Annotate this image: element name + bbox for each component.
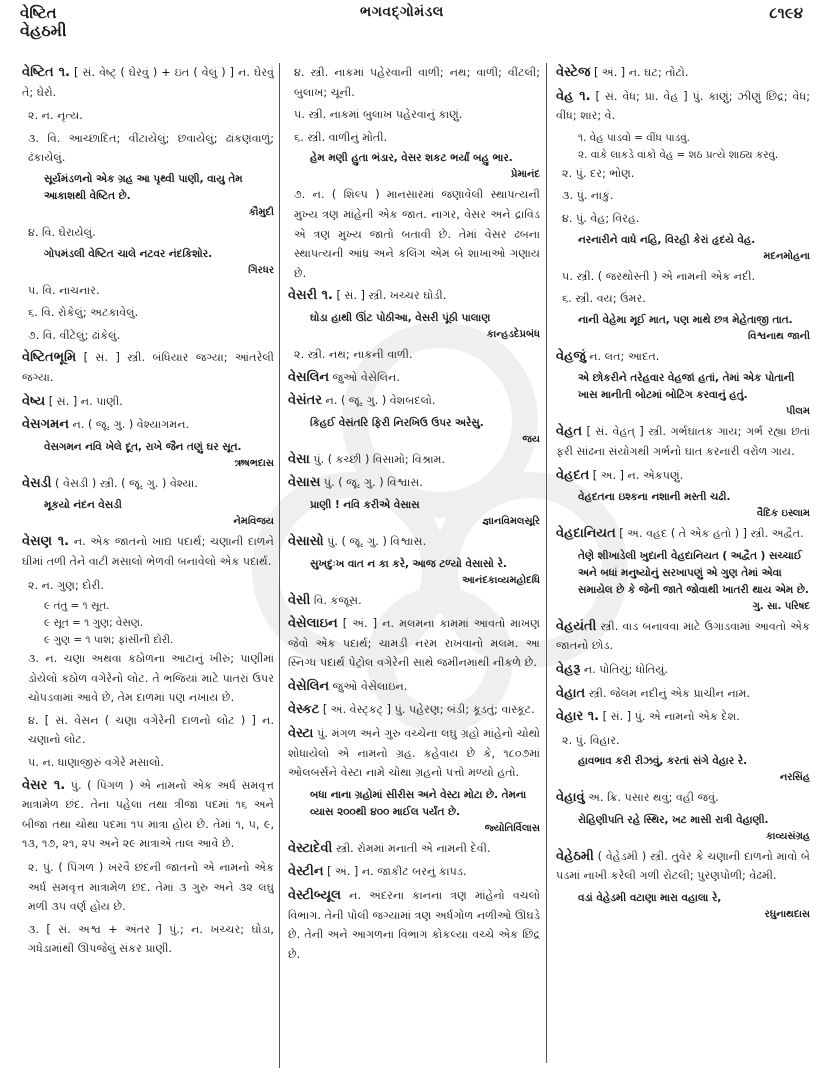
definition: [ સં. ] સ્ત્રી. ખચ્ચર ઘોડી. [336,289,447,303]
headword: વેસેલિન [288,678,330,694]
definition: ન. ( જૂ. ગુ. ) વેશબદલો. [325,394,436,408]
citation-quote: મૂકયો નંદન વેસડી [44,499,122,512]
citation-source: મદનમોહના [763,250,810,262]
dictionary-entry [556,684,810,704]
citation-source: ગિરધર [248,264,274,276]
column-1 [22,63,274,1082]
headword: વેહરૂ [556,661,581,677]
sense-definition: ૬. સ્ત્રી. વાળીનું મોતી. [294,130,388,144]
sense-definition: ૩. ન. ચણા અથવા કઠોળના આટાનું ખીરું; પાણીમાં ડોયેલો કઠોળ વગેરેનો લોટ. તે ભજિયાં માટે પાતરાં ઉપર ચોપડવામાં આવે છે, તેમ દાળમાં પણ નખાય છે. [28,652,274,705]
citation-quote: હેમ મણી હુતા ભંડાર, વેસર શકટ ભર્યાં બહુ ભાર. [310,152,513,165]
dictionary-entry [288,286,540,306]
headword: વેષ્ટિતભૂમિ [22,350,77,366]
definition: [ અં. ] ન. ઘટ; તોટો. [593,66,689,79]
citation-quote: સૂર્યમંડળનો એક ગ્રહ આ પૃથ્વી પાણી, વાયુ તેમ આકાશથી વેષ્ટિત છે. [44,172,243,202]
headword: વેસગમન [22,417,69,433]
citation-source: જ્યોતિર્વિલાસ [484,822,540,834]
sense-definition: ૩. પું. નાકું. [562,189,614,203]
headword: વેસાસો [288,533,324,549]
headword: વેસરી ૧. [288,288,333,304]
sense-definition: ૨. ન. ગુણ; દોરી. [28,578,104,592]
sense-definition: ૪. સ્ત્રી. નાકમાં પહેરવાની વાળી; નથ; વાળી; વીંટલી; બુલાખ; ચૂની. [294,66,540,99]
dictionary-entry [556,63,810,83]
dictionary-entry [288,591,540,611]
sense-definition: ૬. વિ. રોકેલું; અટકાવેલું. [28,306,139,320]
dictionary-entry [556,660,810,680]
citation-source: નરસિંહ [779,772,810,784]
definition: સ્ત્રી. વાડ બનાવવા માટે ઉગાડવામાં આવતો એક જાતનો છોડ. [556,619,810,653]
dictionary-entry [22,392,274,412]
definition: ( વેહેડમી ) સ્ત્રી. તુવેર કે ચણાની દાળનો માવો બે પડમાં નાખી કરેલી ગળી રોટલી; પુરણપોળી; વેઢમી. [556,849,810,883]
definition: પું. ( જૂ. ગુ. ) વિશ્વાસ. [323,476,423,490]
dictionary-entry [288,391,540,411]
headword: વેસ્ટીન [288,864,324,880]
definition: [ અ. ] ન. એકપણું. [592,468,684,482]
definition: પું. ( પિંગળ ) એ નામનો એક અર્ધ સમવૃત્ત માત્રામેળ છંદ. તેના પહેલા તથા ત્રીજા પદમાં ૧૬ અને બીજા તથા ચોથા પદમાં ૧૫ માત્રા હોય છે. તેમાં ૧, ૫, ૯, ૧૩, ૧૭, ૨૧, ૨૫ અને ૨૯ માત્રાએ તાલ આવે છે. [22,778,274,851]
definition: ન. ( જૂ. ગુ. ) વેશ્યાગમન. [72,418,190,432]
sense-definition: ૨. ન. નૃત્ય. [28,109,83,123]
column-2 [288,63,540,1082]
dictionary-entry [22,776,274,854]
headword: વેસ્કટ [288,702,320,718]
headword: વેસંતર [288,393,322,409]
sense-definition: ૨. પું. વિહાર. [562,733,620,747]
headword: વેહદત [556,467,590,483]
sense-definition: ૫. ન. ધાણાજીરું વગેરે મસાલો. [28,756,164,770]
dictionary-entry [556,617,810,656]
headword: વેહાર ૧. [556,709,600,725]
dictionary-entry [556,347,810,367]
sense-definition: ૪. વિ. ઘેરાયેલું. [28,225,96,239]
dictionary-entry [288,700,540,720]
example-line: ૯ ગુણ = ૧ પાશ; ફાંસીની દોરી. [44,634,174,647]
definition: અ. ક્રિ. પસાર થવું; વહી જવું. [588,791,719,805]
citation-quote: તેણે શીખાડેલી ખુદાની વેહદાનિયત ( અદ્વૈત ) સચ્ચાઈ અને બધાં મનુષ્યોનું સરખાપણું એ ગુણ તેમાં એવા સમાયેલ છે કે જેની જાતે જોવાથી ખાતરી થાય એમ છે. [578,549,809,596]
dictionary-entry [288,473,540,493]
definition: [ અં. ] ન. મલમના કામમાં આવતો માખણ જેવો એક પદાર્થ; ચામડી નરમ રાખવાનો મલમ. આ સ્નિગ્ધ પદાર્થ પેટ્રોલ વગેરેની સાથે જમીનમાંથી નીકળે છે. [288,617,540,670]
definition: [ સં. ] સ્ત્રી. બંધિયાર જગ્યા; આંતરેલી જગ્યા. [22,351,274,384]
citation-quote: વેસગમન નવિ ખેલે દૂત, રાખે જૈન તણું ઘર સૂત. [44,440,242,453]
dictionary-entry [22,474,274,494]
headword: વેહત [556,424,582,440]
dictionary-entry [288,724,540,783]
dictionary-entry [288,532,540,552]
dictionary-entry [556,466,810,486]
citation-source: જ્ઞાનવિમલસૂરિ [482,515,540,527]
citation-quote: રોહિણીપતિ રહે સ્થિર, ખટ માસી રાત્રી વેહાણી. [578,813,769,826]
sense-definition: ૩. વિ. આચ્છાદિત; વીંટાયેલું; છવાયેલું; ઢાંકણવાળું; ઢંકાયેલું. [28,131,274,165]
citation-source: કૌમુદી [248,206,274,218]
sense-definition: ૫. સ્ત્રી. નાકમાં બુલાખ પહેરવાનું કાણું. [294,108,463,122]
citation-source: પ્રેમાનંદ [510,169,540,181]
citation-quote: ગોપમંડલી વેષ્ટિત ચાલે નટવર નંદકિશોર. [44,247,213,260]
dictionary-entry [288,614,540,673]
dictionary-entry [22,532,274,571]
definition: જુઓ વેસેલાઇન. [332,679,408,693]
running-title: ભગવદ્ગોમંડલ [360,4,444,20]
headword: વેસી [288,592,311,608]
headword: વેસ્ટેજ [556,65,591,80]
sense-definition: ૩. [ સં. અશ્વ + અંતર ] પું.; ન. ખચ્ચર; ઘોડા, ગધેડામાંથી ઊપજેલું સંકર પ્રાણી. [28,922,274,956]
definition: પું. મંગળ અને ગુરુ વચ્ચેના લઘુ ગ્રહો માંહેનો ચોથો શોધાયેલો એ નામનો ગ્રહ. કહેવાય છે કે, ૧૮૦૭માં ઓલબર્સને વેસ્ટા નામે ચોથા ગ્રહનો પત્તો મળ્યો હતો. [288,727,540,780]
guide-word-first: વેષ્ટિત [20,4,57,22]
dictionary-entry [556,847,810,886]
column-3 [556,63,810,1082]
headword: વેસ્ટા [288,726,314,742]
dictionary-entry [288,677,540,697]
definition: સ્ત્રી. જેલમ નદીનું એક પ્રાચીન નામ. [588,686,751,700]
citation-quote: નાની વેહેમા મૂઈ માત, પણ માથે છત્ર મેહેતાજી તાત. [578,313,793,326]
definition: ન. એક જાતનો ખાદ્ય પદાર્થ; ચણાની દાળને ઘીમાં તળી તેને વાટી મસાલો ભેળવી બનાવેલો એક પદાર્થ. [22,535,274,568]
headword: વેહદાનિયત [556,526,616,542]
citation-source: પીલમ [786,406,810,418]
dictionary-entry [22,415,274,435]
citation-quote: વડાં વેહેડમી વટાણા મારા વહાલા રે, [578,892,722,905]
definition: ( વેસડી ) સ્ત્રી. ( જૂ. ગુ. ) વેશ્યા. [55,476,198,490]
citation-source: વિશ્વનાથ જાની [748,330,810,342]
definition: જુઓ વેસેલિન. [332,370,400,384]
example-line: ૧. વેહ પાડવો = વીંધ પાડવું. [578,131,690,144]
citation-source: રઘુનાથદાસ [764,909,810,921]
column-divider [279,63,280,1068]
definition: ન. પોતિયું; ધોતિયું. [583,662,668,676]
definition: ન. લત; આદત. [589,349,660,363]
citation-quote: બધા નાના ગ્રહોમાં સીરીસ અને વેસ્ટા મોટા છે. તેમના વ્યાસ ૨૦૦થી ૪૦૦ માઈલ પર્યંત છે. [310,788,527,818]
sense-definition: ૬. સ્ત્રી. વય; ઉંમર. [562,292,646,306]
sense-definition: ૨. સ્ત્રી. નથ; નાકની વાળી. [294,347,413,361]
sense-definition: ૫. સ્ત્રી. ( જરથોસ્તી ) એ નામની એક નદી. [562,269,756,283]
headword: વેસણ ૧. [22,534,70,550]
definition: પું. ( જૂ. ગુ. ) વિશ્વાસ. [327,534,427,548]
citation-source: ગુ. સા. પરિષદ [752,600,810,612]
headword: વેહેઠમી [556,848,594,864]
dictionary-entry [288,862,540,882]
sense-definition: ૪. [ સં. વેસન ( ચણા વગેરેની દાળનો લોટ ) ] ન. ચણાનો લોટ. [28,713,274,747]
definition: [ સં. ] ન. પાણી. [48,394,123,408]
citation-source: આનંદકાવ્યમહોદધિ [462,574,540,586]
citation-source: ઋષભદાસ [234,457,274,469]
guide-word-last: વેહઠમી [20,21,67,40]
page-number: ૮૧૯૪ [769,4,803,22]
dictionary-entry [288,839,540,859]
dictionary-entry [288,886,540,964]
headword: વેસેલાઇન [288,616,338,632]
citation-quote: નરનારીને વાધે નહિ, વિરહી કેરાં હૃદયે વેહ. [578,233,756,246]
dictionary-entry [288,368,540,388]
headword: વેષ્ટિત ૧. [22,65,70,80]
headword: વેસલિન [288,369,330,385]
sense-definition: ૪. પું. વેહ; વિરહ. [562,211,640,225]
sense-definition: ૨. પું. ( પિંગળ ) ખરવૈ છંદની જાતનો એ નામનો એક અર્ધ સમવૃત્ત માત્રામેળ છંદ. તેમાં ૩ ગુરુ અને ૩૨ લઘુ મળી ૩૫ વર્ણ હોય છે. [28,861,274,914]
dictionary-entry [22,348,274,387]
definition: [ સં. વેધ; પ્રા. વેહ ] પું. કાણું; ઝીણું છિદ્ર; વેધ; વીંધ; શાર; વે. [556,89,810,123]
example-line: ૯ સૂત = ૧ ગુણ; વેસણ. [44,617,144,630]
sense-definition: ૭. ન. ( શિલ્પ ) માનસારમાં જણાવેલી સ્થાપત્યની મુખ્ય ત્રણ માંહેની એક જાત. નાગર, વેસર અને દ્રાવિડ એ ત્રણ મુખ્ય જાતો બતાવી છે. તેમાં વેસર ઢબના સ્થાપત્યની આંધ્ર અને કલિંગ એમ બે શાખાઓ ગણાય છે. [294,188,540,280]
headword: વેષ્ય [22,393,46,409]
citation-quote: ઘોડા હાથી ઊંટ પોઠીઆ, વેસરી પૂંઠી પાલાણ [310,311,491,324]
citation-quote: કિહઈ વેસંતરિ ફિરી નિરખિઉ ઉપર અરેસુ. [310,416,484,429]
citation-quote: એ છોકરીને તરેહવાર વેહજાં હતાં, તેમાં એક પોતાની ખાસ માનીતી બોટમાં બોટિંગ કરવાનું હતું. [578,372,795,402]
definition: વિ. કંજૂસ. [313,593,362,607]
example-line: ૯ તંતુ = ૧ સૂત. [44,600,110,613]
dictionary-entry [288,450,540,470]
sense-definition: ૭. વિ. વીંટેલું; ઢાંકેલું. [28,328,121,342]
definition: [ સં. વેહત્ ] સ્ત્રી. ગર્ભઘાતક ગાય; ગર્ભ રહ્યા છતાં ફરી સાંઢના સંયોગથી ગર્ભનો ઘાત કરનારી વરોળ ગાય. [556,425,810,458]
page-header [0,0,825,62]
citation-source: કાવ્યસંગ્રહ [765,830,810,842]
dictionary-entry [556,707,810,727]
headword: વેસડી [22,475,52,491]
sense-definition: ૫. વિ. નાચનાર. [28,283,100,297]
citation-quote: સુખદુઃખ વાત ન કા કરે, આજ ટળ્યો વેસાસો રે. [310,557,507,570]
headword: વેહાત [556,685,586,701]
dictionary-entry [556,788,810,808]
citation-quote: વેહદતના ઇશ્કના નશાની મસ્તી ચઢી. [578,491,731,504]
citation-source: વૈદિક ઇસ્લામ [756,508,810,520]
example-line: ૨. વાંકે લાકડે વાંકો વેહ = શઠ પ્રત્યે શાઠ્ય કરવું. [578,148,779,161]
definition: [ અં. વેસ્ટ્કટ્ ] પું. પહેરણ; બંડી; કૂડતું; વાસ્કૂટ. [322,703,535,717]
dictionary-entry [556,524,810,544]
definition: પું. ( કચ્છી ) વિસામો; વિશ્રામ. [313,452,446,466]
headword: વેસ્ટીબ્યૂલ [288,888,342,904]
sense-definition: ૨. પું. દર; ભોણ. [562,166,635,180]
headword: વેહ ૧. [556,88,591,104]
definition: [ અ. વહદ ( તે એક હતો ) ] સ્ત્રી. અદ્વૈત. [619,527,804,541]
citation-quote: હાવભાવ કરી રીઝવું, કરતાં સંગે વેહાર રે. [578,755,748,768]
definition: સ્ત્રી. રોમમાં મનાતી એ નામની દેવી. [335,841,491,855]
definition: ન. અંદરના કાનના ત્રણ માંહેનો વચલો વિભાગ. તેની પોલી જગ્યામાં ત્રણ અર્ધગોળ નળીઓ ઊઘડે છે. તેની અને આગળના વિભાગ કોકલ્યા વચ્ચે એક છિદ્ર છે. [288,889,540,961]
citation-source: નેમવિજય [233,516,274,528]
definition: [ સં. વેષ્ટ્ ( ઘેરવું ) + ઇત ( વેલું ) ] ન. ઘેરવું તે; ઘેરો. [22,66,274,99]
definition: [ અં. ] ન. જાકીટ બરનું કાપડ. [327,865,467,879]
headword: વેસાસ [288,475,321,491]
headword: વેસા [288,451,310,467]
citation-source: જય [522,433,540,445]
definition: [ સં. ] પું. એ નામનો એક દેશ. [602,710,740,724]
dictionary-entry [556,87,810,126]
citation-source: કાન્હડદેપ્રબંધ [486,328,540,340]
dictionary-entry [22,63,274,102]
headword: વેસર ૧. [22,777,66,793]
dictionary-entry [556,422,810,461]
citation-quote: પ્રાણી ! નવિ કરીએ વેસાસ [310,498,420,511]
column-divider [546,63,547,1063]
headword: વેહયંતી [556,618,597,634]
headword: વેહાવું [556,790,585,806]
headword: વેહજું [556,348,586,364]
headword: વેસ્ટાદેવી [288,840,333,856]
